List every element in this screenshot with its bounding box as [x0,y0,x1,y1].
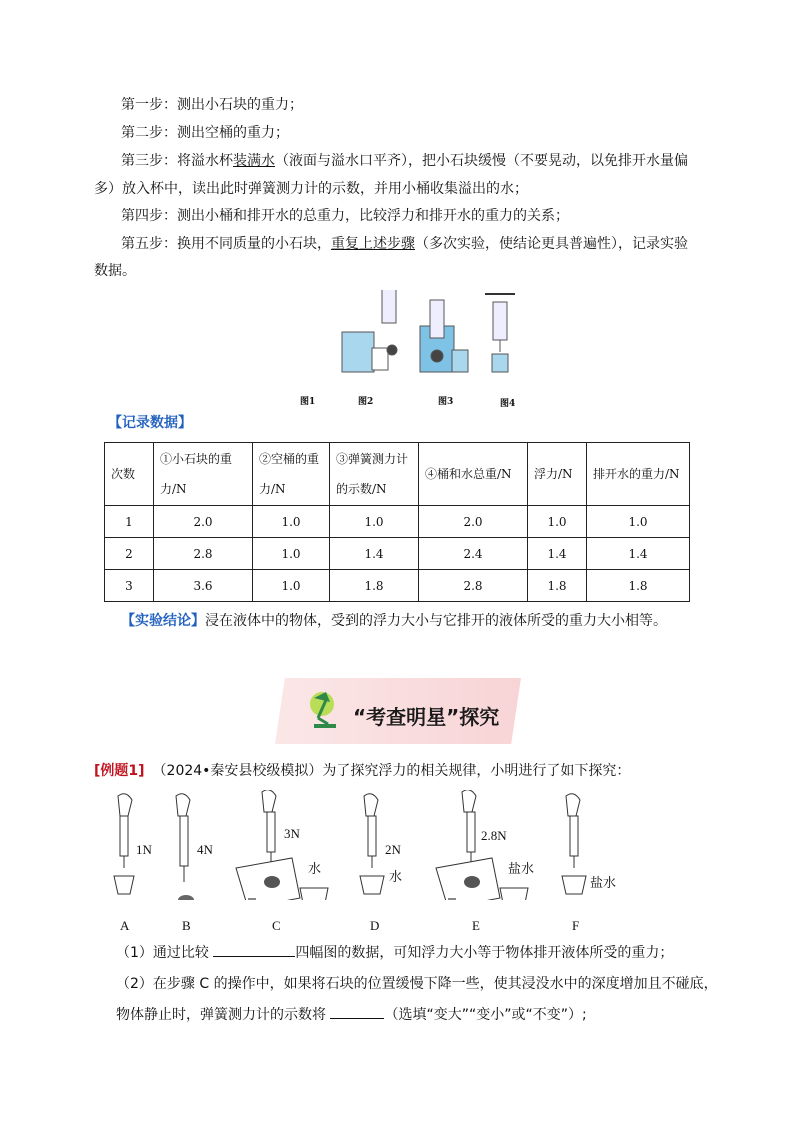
figure-2-experiment [100,790,640,900]
caption-fig2: 图2 [358,397,374,407]
cell: 2.8 [419,570,528,602]
answer-blank-2[interactable] [330,1018,384,1019]
step-5-lead: 第五步：换用不同质量的小石块， [121,236,331,252]
cell: 1.8 [330,570,419,602]
q1-suffix: 四幅图的数据，可知浮力大小等于物体排开液体所受的重力； [295,945,674,961]
label-e: E [472,918,480,933]
setup-e [430,790,540,900]
q2-suffix: （选填“变大”“变小”或“不变”）; [384,1007,587,1023]
col-bucket-weight: ②空桶的重力/N [253,443,330,506]
q1-prefix: （1）通过比较 [116,945,214,961]
col-displaced-weight: 排开水的重力/N [587,443,690,506]
step-1-text: 第一步：测出小石块的重力； [121,97,303,113]
question-1 [116,944,673,962]
example-intro [94,762,630,780]
beaker-2 [342,290,397,372]
step-3-underlined: 装满水 [233,153,275,169]
step-3 [121,152,688,170]
col-total-weight: ④桶和水总重/N [419,443,528,506]
table-row [105,506,690,538]
question-2-line2 [116,1006,587,1024]
reading-c: 3N [284,826,300,841]
setup-c [230,790,340,900]
cell: 1.4 [330,538,419,570]
label-f: F [572,918,580,933]
cell: 1.4 [587,538,690,570]
col-scale-reading: ③弹簧测力计的示数/N [330,443,419,506]
reading-b: 4N [197,842,213,857]
reading-e: 2.8N [481,828,507,843]
step-3-lead: 第三步：将溢水杯 [121,153,233,169]
label-c: C [272,918,281,933]
table-header-row [105,443,690,506]
beaker-3 [420,300,468,372]
cell: 2.8 [154,538,253,570]
cell: 1.0 [587,506,690,538]
step-4 [121,207,569,225]
col-trial: 次数 [105,443,154,506]
cell: 2.0 [154,506,253,538]
liquid-f: 盐水 [590,875,617,890]
q2-prefix: 物体静止时，弹簧测力计的示数将 [116,1007,331,1023]
example-intro-text: （2024•秦安县校级模拟）为了探究浮力的相关规律，小明进行了如下探究： [152,763,631,779]
conclusion [121,612,667,630]
question-2-line1: （2）在步骤 C 的操作中，如果将石块的位置缓慢下降一些，使其浸没水中的深度增加且不碰底， [116,976,718,992]
col-buoyancy: 浮力/N [528,443,587,506]
table-row [105,538,690,570]
cell: 1.0 [253,570,330,602]
conclusion-text: 浸在液体中的物体，受到的浮力大小与它排开的液体所受的重力大小相等。 [205,613,667,629]
step-4-text: 第四步：测出小桶和排开水的总重力，比较浮力和排开水的重力的关系； [121,208,569,224]
cell: 2 [105,538,154,570]
reading-d: 2N [385,842,401,857]
cell: 1.8 [528,570,587,602]
liquid-d: 水 [389,869,403,884]
answer-blank-1[interactable] [213,956,295,957]
setup-f [562,794,586,894]
data-table [104,442,690,602]
cell: 1.0 [528,506,587,538]
setup-d [360,794,384,894]
step-3-line2: 多）放入杯中，读出此时弹簧测力计的示数，并用小桶收集溢出的水； [94,181,528,197]
label-b: B [182,918,191,933]
banner-title: “考查明星”探究 [353,705,500,729]
step-5 [121,235,688,253]
cell: 1.4 [528,538,587,570]
cell: 1.8 [587,570,690,602]
liquid-c: 水 [308,861,322,876]
cell: 2.0 [419,506,528,538]
setup-a [114,794,134,894]
step-1 [121,96,303,114]
step-3-rest: （液面与溢水口平齐），把小石块缓慢（不要晃动，以免排开水量偏 [275,153,688,169]
spring-scale-4 [485,294,515,372]
liquid-e: 盐水 [508,861,535,876]
caption-fig1: 图1 [300,397,316,407]
col-stone-weight: ①小石块的重力/N [154,443,253,506]
caption-fig4: 图4 [500,399,516,409]
cell: 2.4 [419,538,528,570]
label-a: A [120,918,130,933]
cell: 3 [105,570,154,602]
step-2-text: 第二步：测出空桶的重力； [121,125,289,141]
cell: 3.6 [154,570,253,602]
example-tag: [例题1] [94,763,145,779]
label-d: D [370,918,380,933]
record-heading: 【记录数据】 [108,415,192,431]
cell: 1 [105,506,154,538]
figure-1-apparatus [330,290,540,390]
step-5-line2: 数据。 [94,263,136,279]
step-5-underlined: 重复上述步骤 [331,236,415,252]
step-5-rest: （多次实验，使结论更具普遍性），记录实验 [415,236,688,252]
cell: 1.0 [330,506,419,538]
cell: 1.0 [253,538,330,570]
step-2 [121,124,289,142]
table-row [105,570,690,602]
lamp-icon [304,688,344,732]
conclusion-heading: 【实验结论】 [121,613,205,629]
cell: 1.0 [253,506,330,538]
setup-b [176,794,194,900]
caption-fig3: 图3 [438,397,454,407]
reading-a: 1N [136,842,152,857]
